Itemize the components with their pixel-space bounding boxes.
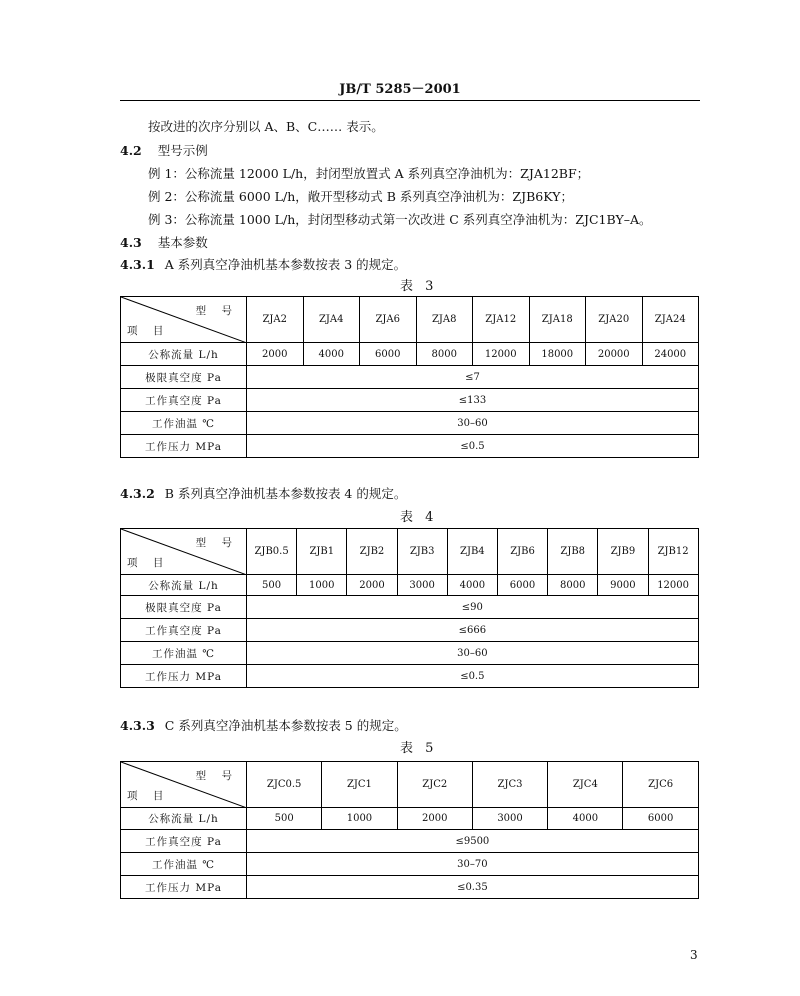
section-title: 基本参数	[157, 235, 208, 250]
table-header-row	[121, 762, 699, 808]
model-cell: ZJA4	[303, 297, 360, 343]
example-3: 例 3：公称流量 1000 L/h，封闭型移动式第一次改进 C 系列真空净油机为：ZJC1BY–A。	[148, 212, 652, 227]
model-cell: ZJA18	[529, 297, 586, 343]
flow-cell: 6000	[360, 343, 417, 366]
model-cell: ZJB8	[548, 529, 598, 575]
model-cell: ZJA20	[586, 297, 643, 343]
section-4-3-3-text	[120, 718, 407, 734]
model-cell: ZJC0.5	[247, 762, 322, 808]
section-text: B 系列真空净油机基本参数按表 4 的规定。	[164, 486, 407, 501]
section-text: C 系列真空净油机基本参数按表 5 的规定。	[164, 718, 407, 733]
flow-cell: 4000	[447, 575, 497, 596]
row-label: 工作油温 ℃	[121, 642, 247, 665]
model-cell: ZJA2	[247, 297, 304, 343]
model-cell: ZJC4	[548, 762, 623, 808]
model-cell: ZJC3	[472, 762, 547, 808]
section-number: 4.3	[120, 235, 142, 250]
row-value: ≤90	[247, 596, 699, 619]
row-value: ≤0.5	[247, 665, 699, 688]
table-header-row	[121, 297, 699, 343]
example-2: 例 2：公称流量 6000 L/h，敞开型移动式 B 系列真空净油机为：ZJB6KY；	[148, 189, 573, 204]
header-rule	[120, 100, 700, 101]
model-cell: ZJB4	[447, 529, 497, 575]
row-value: ≤133	[247, 389, 699, 412]
flow-cell: 500	[247, 575, 297, 596]
flow-row	[121, 343, 699, 366]
table-row	[121, 389, 699, 412]
flow-cell: 20000	[586, 343, 643, 366]
section-number: 4.3.2	[120, 486, 155, 501]
section-text: A 系列真空净油机基本参数按表 3 的规定。	[164, 257, 407, 272]
row-value: 30–70	[247, 853, 699, 876]
model-cell: ZJB6	[497, 529, 547, 575]
table-row	[121, 642, 699, 665]
row-label: 公称流量 L/h	[121, 575, 247, 596]
model-cell: ZJA12	[473, 297, 530, 343]
model-cell: ZJB12	[648, 529, 698, 575]
table-5-caption: 表 5	[400, 741, 438, 756]
table-row	[121, 619, 699, 642]
row-label: 极限真空度 Pa	[121, 596, 247, 619]
header-item-label: 项 目	[127, 790, 170, 802]
flow-cell: 4000	[303, 343, 360, 366]
section-title: 型号示例	[157, 143, 208, 158]
model-cell: ZJC2	[397, 762, 472, 808]
flow-cell: 6000	[623, 808, 698, 830]
model-cell: ZJB1	[297, 529, 347, 575]
table-5	[120, 761, 699, 899]
row-value: 30–60	[247, 412, 699, 435]
flow-cell: 1000	[297, 575, 347, 596]
section-4-3-heading	[120, 235, 208, 251]
model-cell: ZJB0.5	[247, 529, 297, 575]
table-3-caption: 表 3	[400, 279, 438, 294]
row-value: 30–60	[247, 642, 699, 665]
flow-cell: 1000	[322, 808, 397, 830]
page-number: 3	[690, 948, 698, 962]
header-item-label: 项 目	[127, 325, 170, 337]
row-label: 工作压力 MPa	[121, 435, 247, 458]
row-label: 工作油温 ℃	[121, 412, 247, 435]
table-row	[121, 366, 699, 389]
table-row	[121, 596, 699, 619]
model-cell: ZJB3	[397, 529, 447, 575]
row-value: ≤0.35	[247, 876, 699, 899]
flow-cell: 8000	[548, 575, 598, 596]
header-item-label: 项 目	[127, 557, 170, 569]
flow-cell: 4000	[548, 808, 623, 830]
section-4-3-2-text	[120, 486, 406, 502]
section-4-2-heading	[120, 143, 208, 159]
table-4-caption: 表 4	[400, 510, 438, 525]
row-label: 工作压力 MPa	[121, 876, 247, 899]
paragraph-revision-order: 按改进的次序分别以 A、B、C…… 表示。	[148, 119, 384, 134]
table-row	[121, 665, 699, 688]
row-label: 极限真空度 Pa	[121, 366, 247, 389]
section-number: 4.3.1	[120, 257, 155, 272]
flow-cell: 12000	[648, 575, 698, 596]
row-value: ≤7	[247, 366, 699, 389]
section-4-3-1-text	[120, 257, 406, 273]
table-corner-cell	[121, 762, 247, 808]
row-value: ≤0.5	[247, 435, 699, 458]
table-row	[121, 435, 699, 458]
flow-cell: 500	[247, 808, 322, 830]
section-number: 4.2	[120, 143, 142, 158]
flow-row	[121, 575, 699, 596]
table-header-row	[121, 529, 699, 575]
model-cell: ZJC1	[322, 762, 397, 808]
flow-cell: 6000	[497, 575, 547, 596]
row-label: 工作油温 ℃	[121, 853, 247, 876]
table-3	[120, 296, 699, 458]
flow-cell: 2000	[397, 808, 472, 830]
table-corner-cell	[121, 529, 247, 575]
example-1: 例 1：公称流量 12000 L/h，封闭型放置式 A 系列真空净油机为：ZJA12BF；	[148, 166, 590, 181]
flow-row	[121, 808, 699, 830]
model-cell: ZJA8	[416, 297, 473, 343]
model-cell: ZJB2	[347, 529, 397, 575]
flow-cell: 3000	[472, 808, 547, 830]
flow-cell: 12000	[473, 343, 530, 366]
header-model-label: 型 号	[195, 305, 238, 317]
table-corner-cell	[121, 297, 247, 343]
flow-cell: 2000	[347, 575, 397, 596]
flow-cell: 18000	[529, 343, 586, 366]
flow-cell: 9000	[598, 575, 648, 596]
table-row	[121, 876, 699, 899]
row-label: 公称流量 L/h	[121, 808, 247, 830]
header-model-label: 型 号	[195, 537, 238, 549]
model-cell: ZJC6	[623, 762, 698, 808]
table-row	[121, 853, 699, 876]
row-label: 工作真空度 Pa	[121, 619, 247, 642]
flow-cell: 8000	[416, 343, 473, 366]
model-cell: ZJA6	[360, 297, 417, 343]
flow-cell: 2000	[247, 343, 304, 366]
table-4	[120, 528, 699, 688]
table-row	[121, 830, 699, 853]
row-value: ≤666	[247, 619, 699, 642]
header-model-label: 型 号	[195, 770, 238, 782]
section-number: 4.3.3	[120, 718, 155, 733]
row-label: 工作真空度 Pa	[121, 389, 247, 412]
row-label: 工作压力 MPa	[121, 665, 247, 688]
model-cell: ZJA24	[642, 297, 699, 343]
table-row	[121, 412, 699, 435]
row-label: 工作真空度 Pa	[121, 830, 247, 853]
row-value: ≤9500	[247, 830, 699, 853]
flow-cell: 24000	[642, 343, 699, 366]
document-code-header: JB/T 5285－2001	[339, 82, 461, 97]
row-label: 公称流量 L/h	[121, 343, 247, 366]
model-cell: ZJB9	[598, 529, 648, 575]
flow-cell: 3000	[397, 575, 447, 596]
